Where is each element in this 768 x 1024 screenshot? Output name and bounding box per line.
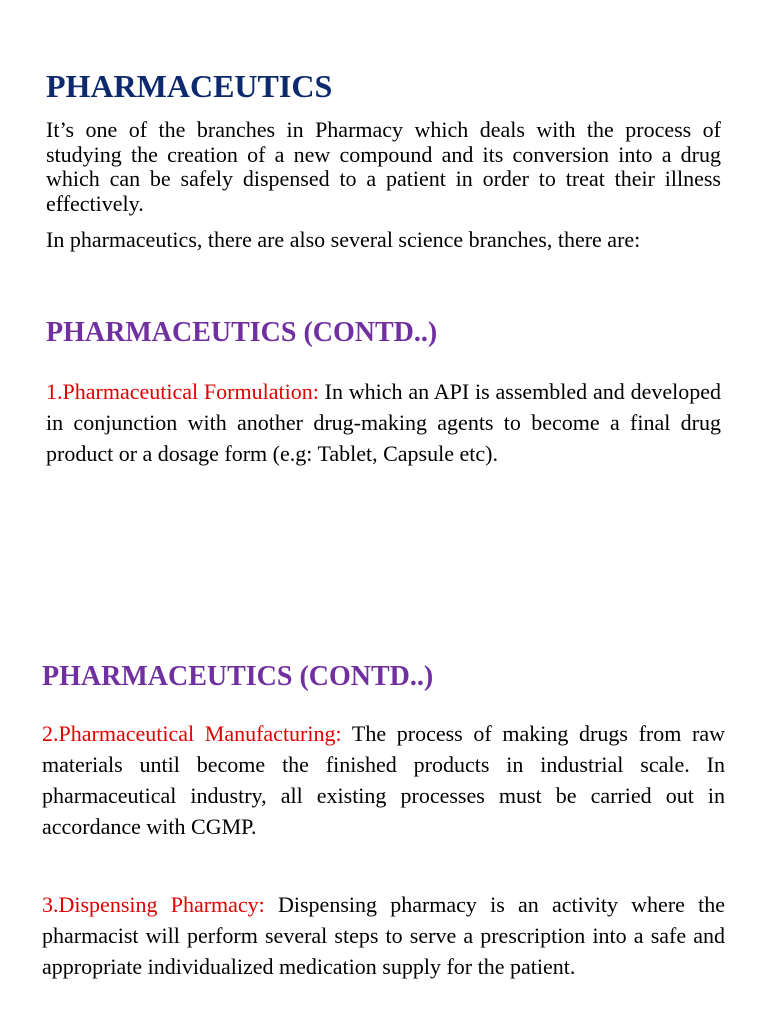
intro-paragraph: It’s one of the branches in Pharmacy which deals with the process of studying the creation of a new compound and its conversion into a drug which can be safely dispensed to a patient in order to treat their illness effectively. bbox=[46, 117, 721, 216]
page-title: PHARMACEUTICS bbox=[46, 68, 333, 104]
manufacturing-paragraph bbox=[42, 718, 725, 842]
formulation-paragraph bbox=[46, 376, 721, 469]
dispensing-term: 3.Dispensing Pharmacy: bbox=[42, 892, 265, 917]
manufacturing-description: The process of making drugs from raw materials until become the finished products in industrial scale. In pharmaceutical industry, all existing processes must be carried out in accordance with CGMP. bbox=[42, 721, 725, 839]
dispensing-paragraph bbox=[42, 889, 725, 982]
section-title-formulation: PHARMACEUTICS (CONTD..) bbox=[46, 317, 438, 348]
intro-paragraph-2: In pharmaceutics, there are also several science branches, there are: bbox=[46, 227, 641, 252]
dispensing-description: Dispensing pharmacy is an activity where the pharmacist will perform several steps to serve a prescription into a safe and appropriate individualized medication supply for the patient. bbox=[42, 892, 725, 979]
section-title-manufacturing: PHARMACEUTICS (CONTD..) bbox=[42, 661, 434, 692]
formulation-description: In which an API is assembled and developed in conjunction with another drug-making agents to become a final drug product or a dosage form (e.g: Tablet, Capsule etc). bbox=[46, 379, 721, 466]
manufacturing-term: 2.Pharmaceutical Manufacturing: bbox=[42, 721, 342, 746]
formulation-term: 1.Pharmaceutical Formulation: bbox=[46, 379, 319, 404]
